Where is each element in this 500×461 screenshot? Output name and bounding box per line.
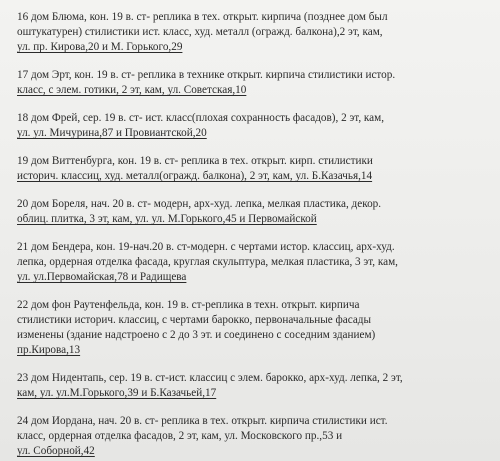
entry-line: 24 дом Иордана, нач. 20 в. ст- реплика в тех. открыт. кирпича стилистики ист. <box>17 415 388 427</box>
entry-17 <box>17 68 490 98</box>
entry-21 <box>17 240 490 285</box>
entry-line: ул. ул. Мичурина,87 и Провиантской,20 <box>17 127 207 139</box>
entry-24 <box>17 414 490 459</box>
entry-line: изменены (здание надстроено с 2 до 3 эт. и соединено с соседним зданием) <box>17 329 376 341</box>
entry-line: лепка, ордерная отделка фасада, круглая скульптура, мелкая пластика, 3 эт, кам, <box>17 256 398 268</box>
entry-23 <box>17 371 490 401</box>
entry-line: оштукатурен) стилистики ист. класс, худ. металл (огражд. балкона),2 эт, кам, <box>17 26 383 38</box>
entry-line: облиц. плитка, 3 эт, кам, ул. ул. М.Горького,45 и Первомайской <box>17 213 317 225</box>
entry-line: класс, ордерная отделка фасадов, 2 эт, кам, ул. Московского пр.,53 и <box>17 430 343 442</box>
entry-line: ул. пр. Кирова,20 и М. Горького,29 <box>17 41 183 53</box>
entry-22 <box>17 298 490 358</box>
entry-line: 17 дом Эрт, кон. 19 в. ст- реплика в технике открыт. кирпича стилистики истор. <box>17 69 396 81</box>
entry-line: пр.Кирова,13 <box>17 344 81 356</box>
entry-20 <box>17 197 490 227</box>
entry-line: 20 дом Бореля, нач. 20 в. ст- модерн, арх-худ. лепка, мелкая пластика, декор. <box>17 198 382 210</box>
entry-line: ул. ул.Первомайская,78 и Радищева <box>17 271 187 283</box>
entry-line: историч. классиц, худ. металл(огражд. балкона), 2 эт, кам, ул. Б.Казачья,14 <box>17 170 373 182</box>
entry-19 <box>17 154 490 184</box>
entry-line: 19 дом Виттенбурга, кон. 19 в. ст- реплика в тех. открыт. кирп. стилистики <box>17 155 373 167</box>
entry-line: 16 дом Блюма, кон. 19 в. ст- реплика в тех. открыт. кирпича (позднее дом был <box>17 11 388 23</box>
entry-line: стилистики историч. классиц, с чертами барокко, первоначальные фасады <box>17 314 372 326</box>
entry-line: ул. Соборной,42 <box>17 445 95 457</box>
entry-line: 22 дом фон Раутенфельда, кон. 19 в. ст-реплика в техн. открыт. кирпича <box>17 299 360 311</box>
entry-line: 18 дом Фрей, сер. 19 в. ст- ист. класс(плохая сохранность фасадов), 2 эт, кам, <box>17 112 385 124</box>
entry-line: 23 дом Нидентапь, сер. 19 в. ст-ист. классиц с элем. барокко, арх-худ. лепка, 2 эт, <box>17 372 403 384</box>
entry-16 <box>17 10 490 55</box>
entry-18 <box>17 111 490 141</box>
entry-line: кам, ул. ул.М.Горького,39 и Б.Казачьей,17 <box>17 387 217 399</box>
entry-line: класс, с элем. готики, 2 эт, кам, ул. Советская,10 <box>17 84 247 96</box>
entry-line: 21 дом Бендера, кон. 19-нач.20 в. ст-модерн. с чертами истор. классиц, арх-худ. <box>17 241 395 253</box>
